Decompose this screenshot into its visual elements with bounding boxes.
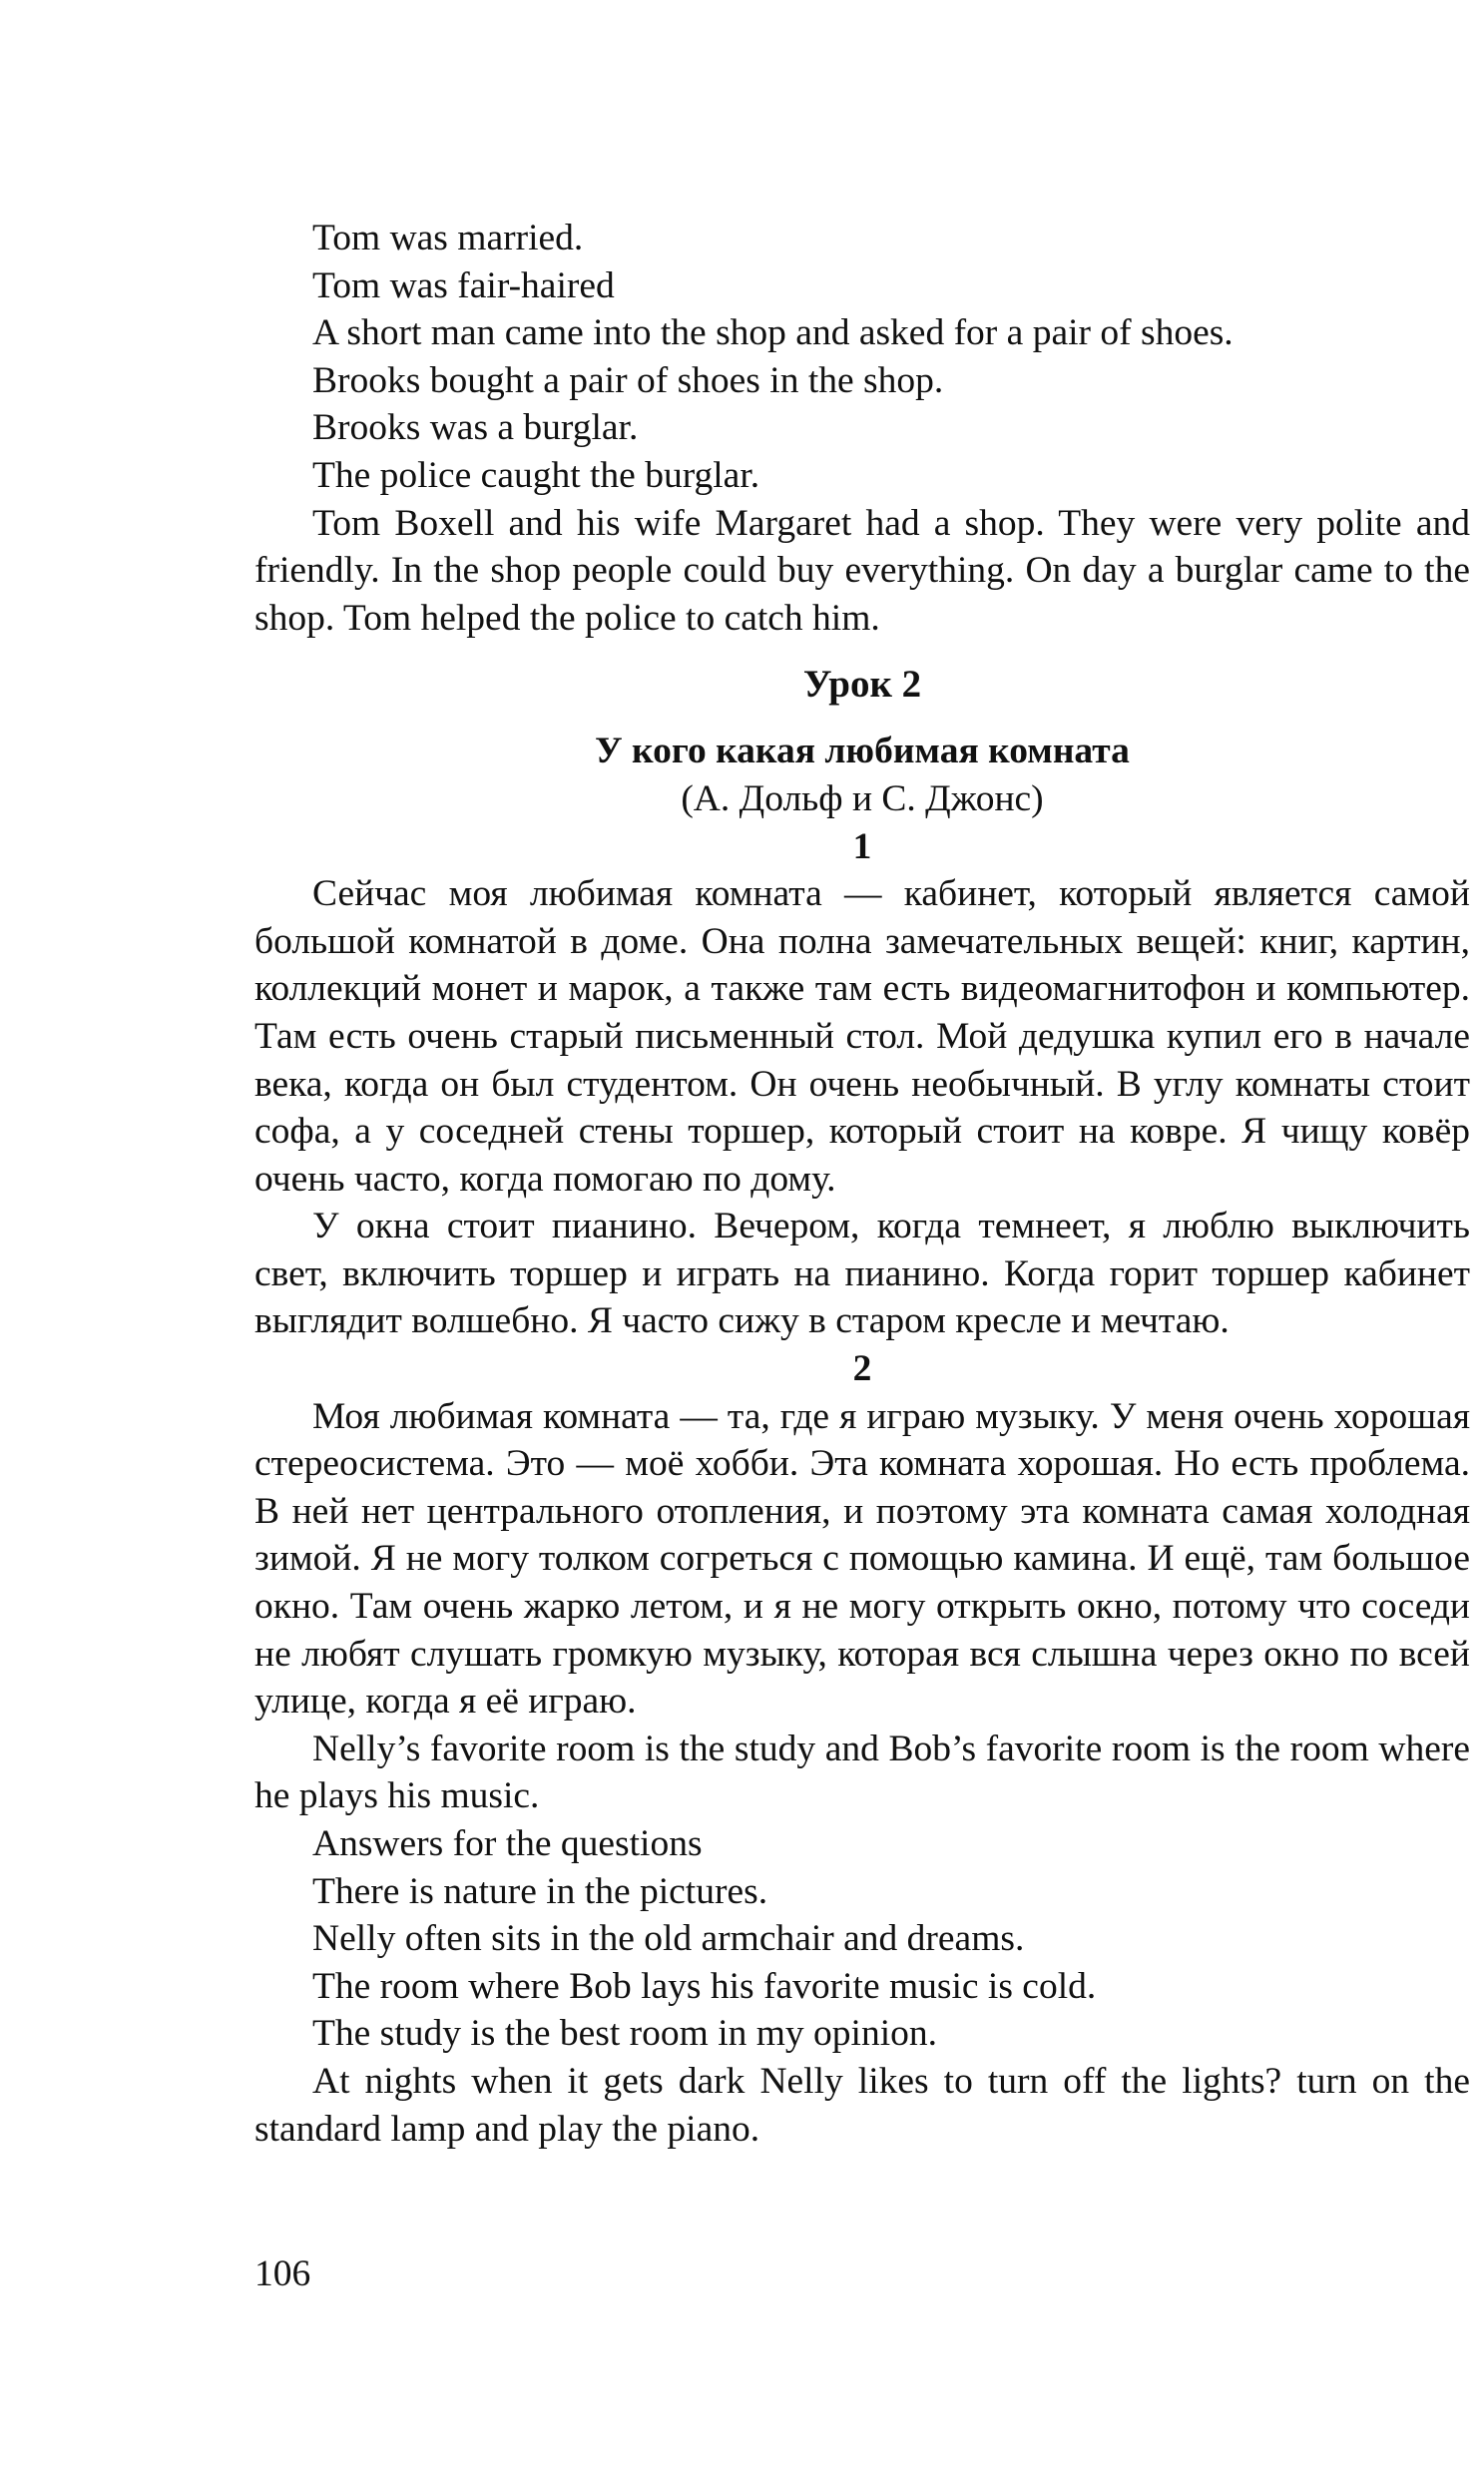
statement-line: Brooks was a burglar. — [312, 407, 639, 449]
lesson-title: Урок 2 — [802, 663, 922, 707]
statement-line: Tom was fair-haired — [312, 264, 615, 306]
statement-line: Tom was married. — [312, 218, 584, 258]
page-number: 106 — [254, 2253, 311, 2294]
statement-line: A short man came into the shop and asked for a pair of shoes. — [312, 312, 1234, 354]
answer-line: Nelly often sits in the old armchair and dreams. — [312, 1918, 1025, 1960]
story-authors: (А. Дольф и С. Джонс) — [681, 777, 1044, 819]
story-title: У кого какая любимая комната — [595, 731, 1130, 772]
answer-last: At nights when it gets dark Nelly likes to turn off the lights? turn on the standard lamp and play the piano. — [254, 2060, 1470, 2150]
answers-heading: Answers for the questions — [312, 1823, 703, 1864]
answer-line: The room where Bob lays his favorite music is cold. — [312, 1965, 1097, 2007]
summary-paragraph: Tom Boxell and his wife Margaret had a shop. They were very polite and friendly. In the shop people could buy everything. On day a burglar came to the shop. Tom helped the police to catch him. — [254, 502, 1470, 639]
page-body — [254, 215, 1470, 2153]
answer-line: The study is the best room in my opinion. — [312, 2013, 938, 2055]
story-paragraph: Сейчас моя любимая комната — кабинет, который является самой большой комнатой в доме. Она полна замечательных вещей: книг, картин, коллекций монет и марок, а также там есть видеомагнитофон и компьютер. Там есть очень старый письменный стол. Мой дедушка купил его в начале века, когда он был студентом. Он очень необычный. В углу комнаты стоит софа, а у соседней стены торшер, который стоит на ковре. Я чищу ковёр очень часто, когда помогаю по дому. — [254, 873, 1470, 1200]
statement-line: Brooks bought a pair of shoes in the shop. — [312, 359, 944, 401]
answers-intro: Nelly’s favorite room is the study and Bob’s favorite room is the room where he plays his music. — [254, 1728, 1470, 1817]
statement-line: The police caught the burglar. — [312, 454, 760, 496]
story-paragraph: У окна стоит пианино. Вечером, когда темнеет, я люблю выключить свет, включить торшер и играть на пианино. Когда горит торшер кабинет выглядит волшебно. Я часто сижу в старом кресле и мечтаю. — [254, 1206, 1470, 1342]
section-number: 2 — [852, 1348, 872, 1390]
story-paragraph: Моя любимая комната — та, где я играю музыку. У меня очень хорошая стереосистема. Это — моё хобби. Эта комната хорошая. Но есть проблема. В ней нет центрального отопления, и поэтому эта комната самая холодная зимой. Я не могу толком согреться с помощью камина. И ещё, там большое окно. Там очень жарко летом, и я не могу открыть окно, потому что соседи не любят слушать громкую музыку, которая вся слышна через окно по всей улице, когда я её играю. — [254, 1395, 1470, 1723]
answer-line: There is nature in the pictures. — [312, 1870, 768, 1912]
section-number: 1 — [852, 825, 872, 867]
